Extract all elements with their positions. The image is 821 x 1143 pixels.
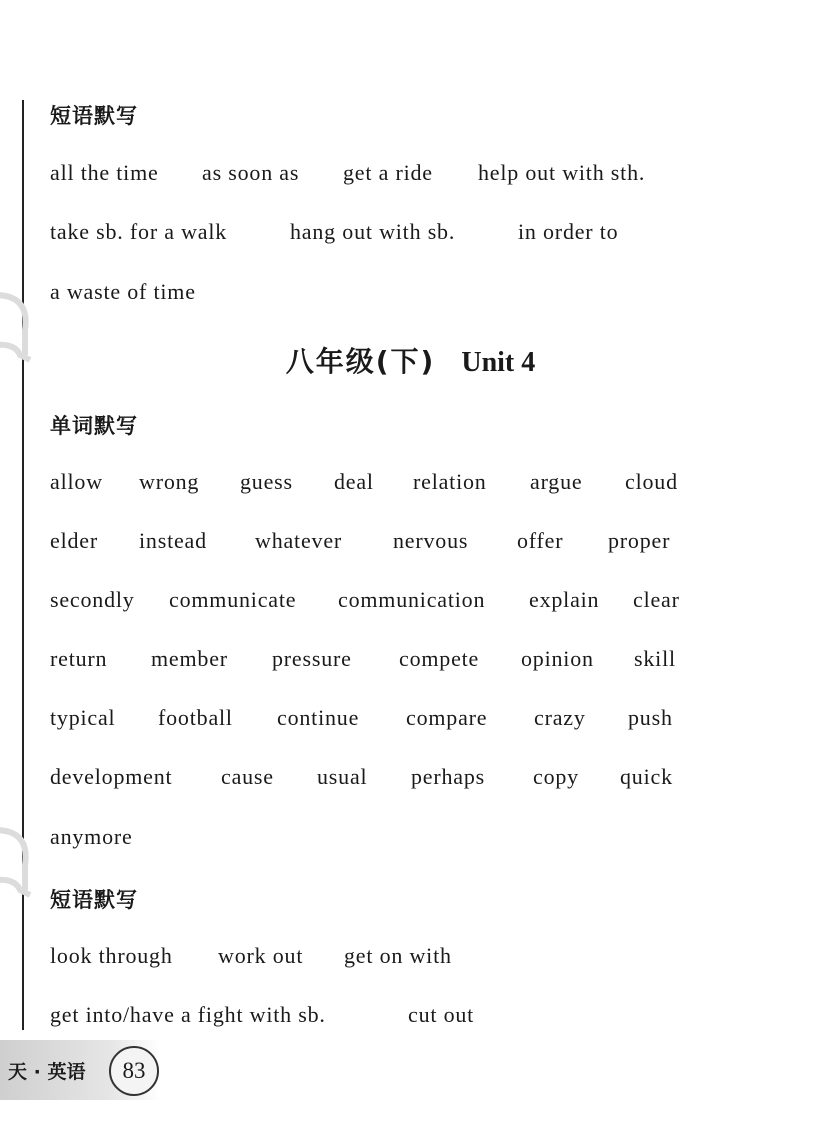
phrase: look through xyxy=(50,943,173,968)
word-row xyxy=(50,469,781,495)
word: nervous xyxy=(393,528,469,553)
word: pressure xyxy=(272,646,352,671)
word: usual xyxy=(317,764,368,789)
word: push xyxy=(628,705,673,730)
word: instead xyxy=(139,528,207,553)
word: elder xyxy=(50,528,98,553)
watermark-decoration xyxy=(0,820,35,915)
word: football xyxy=(158,705,233,730)
word: communication xyxy=(338,587,486,612)
word: cloud xyxy=(625,469,678,494)
word: argue xyxy=(530,469,583,494)
phrase: hang out with sb. xyxy=(290,219,456,244)
word: proper xyxy=(608,528,671,553)
word: development xyxy=(50,764,173,789)
word: quick xyxy=(620,764,673,789)
phrase-row xyxy=(50,160,781,186)
word: copy xyxy=(533,764,579,789)
page-number: 83 xyxy=(109,1046,159,1096)
word: continue xyxy=(277,705,360,730)
unit-title xyxy=(0,340,821,380)
word: perhaps xyxy=(411,764,486,789)
footer-label: 天 · 英语 xyxy=(8,1061,86,1083)
phrase: cut out xyxy=(408,1002,475,1027)
phrase-row xyxy=(50,219,781,245)
word: skill xyxy=(634,646,676,671)
word-row xyxy=(50,824,781,850)
unit-label: Unit 4 xyxy=(461,347,536,378)
phrase-row xyxy=(50,279,781,305)
word: cause xyxy=(221,764,274,789)
phrase: in order to xyxy=(518,219,619,244)
word: guess xyxy=(240,469,293,494)
word-row xyxy=(50,764,781,790)
section-heading: 短语默写 xyxy=(50,888,138,912)
grade-label: 八年级(下) xyxy=(285,345,436,378)
word: communicate xyxy=(169,587,297,612)
word: offer xyxy=(517,528,564,553)
word: whatever xyxy=(255,528,343,553)
phrase: help out with sth. xyxy=(478,160,646,185)
word: secondly xyxy=(50,587,135,612)
word-row xyxy=(50,587,781,613)
word-row xyxy=(50,646,781,672)
word: return xyxy=(50,646,108,671)
phrase: as soon as xyxy=(202,160,300,185)
phrase: get into/have a fight with sb. xyxy=(50,1002,326,1027)
word: allow xyxy=(50,469,103,494)
word: explain xyxy=(529,587,600,612)
word: wrong xyxy=(139,469,200,494)
word: deal xyxy=(334,469,374,494)
word: typical xyxy=(50,705,116,730)
phrase: take sb. for a walk xyxy=(50,219,228,244)
word-row xyxy=(50,528,781,554)
phrase-row xyxy=(50,1002,781,1028)
phrase: get a ride xyxy=(343,160,433,185)
word: clear xyxy=(633,587,680,612)
phrase-row xyxy=(50,943,781,969)
phrase: get on with xyxy=(344,943,452,968)
phrase: work out xyxy=(218,943,304,968)
word: compete xyxy=(399,646,480,671)
word: compare xyxy=(406,705,488,730)
section-heading: 短语默写 xyxy=(50,104,138,128)
word: crazy xyxy=(534,705,586,730)
word: relation xyxy=(413,469,487,494)
word: anymore xyxy=(50,824,133,849)
phrase: a waste of time xyxy=(50,279,196,304)
word-row xyxy=(50,705,781,731)
word: opinion xyxy=(521,646,594,671)
word: member xyxy=(151,646,228,671)
phrase: all the time xyxy=(50,160,159,185)
section-heading: 单词默写 xyxy=(50,414,138,438)
